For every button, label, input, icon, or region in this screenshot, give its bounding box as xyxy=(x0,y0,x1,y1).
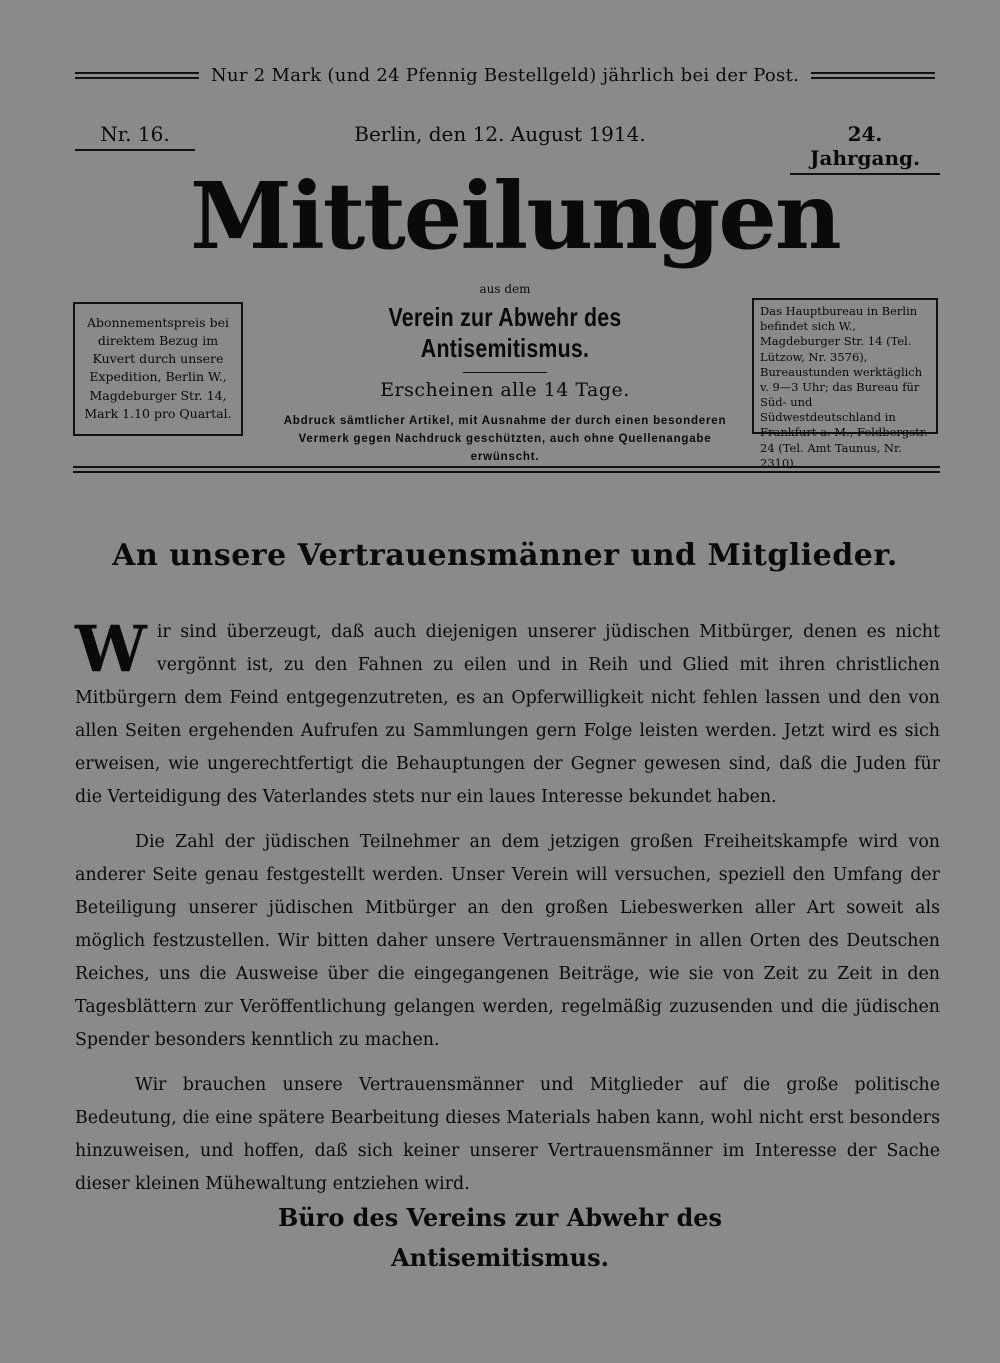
issue-number: Nr. 16. xyxy=(75,122,195,151)
from-line: aus dem xyxy=(479,282,531,296)
article-paragraph-3: Wir brauchen unsere Vertrauensmänner und Mitglieder auf die große politische Bedeutung, die eine spätere Bearbeitung dieses Materials haben kann, wohl nicht erst besonders hinzuweisen, und hoffen, daß sich keiner unserer Vertrauensmänner im Interesse der Sache dieser kleinen Mühewaltung entziehen wird. xyxy=(75,1075,940,1194)
short-divider xyxy=(463,372,547,373)
price-line-rule-right xyxy=(811,72,935,79)
signature-line-2: Antisemitismus. xyxy=(391,1243,609,1272)
frequency-line: Erscheinen alle 14 Tage. xyxy=(380,379,630,401)
publisher-name: Verein zur Abwehr des Antisemitismus. xyxy=(388,302,622,363)
article-headline: An unsere Vertrauensmänner und Mitglieder. xyxy=(112,538,898,573)
article-paragraph-2: Die Zahl der jüdischen Teilnehmer an dem jetzigen großen Freiheitskampfe wird von anderer Seite genau festgestellt werden. Unser Verein will versuchen, speziell den Umfang der Beteiligung unserer jüdischen Mitbürger an den großen Liebeswerken aller Art soweit als möglich festzustellen. Wir bitten daher unsere Vertrauensmänner in allen Orten des Deutschen Reiches, uns die Ausweise über die eingegangenen Beiträge, wie sie von Zeit zu Zeit in den Tagesblättern zur Veröffentlichung gelangen werden, regelmäßig zuzusenden und die jüdischen Spender besonders kenntlich zu machen. xyxy=(75,832,940,1050)
article-body xyxy=(75,612,940,1213)
publisher-block xyxy=(270,282,740,466)
office-text: Das Hauptbureau in Berlin befindet sich W., Magdeburger Str. 14 (Tel. Lützow, Nr. 3576), Bureaustunden werktäglich v. 9—3 Uhr; das Bureau für Süd- und Südwestdeutschland in Frankfurt a. M., Feldbergstr. 24 (Tel. Amt Taunus, Nr. 2310). xyxy=(760,304,928,470)
volume-year: 24. Jahrgang. xyxy=(790,122,940,175)
dropcap: W xyxy=(75,612,147,687)
subscription-box xyxy=(73,302,243,436)
header-divider xyxy=(73,466,940,473)
subscription-text: Abonnementspreis bei direktem Bezug im Kuvert durch unsere Expedition, Berlin W., Magdeburger Str. 14, Mark 1.10 pro Quartal. xyxy=(84,315,232,421)
signature-block xyxy=(200,1198,800,1278)
price-line xyxy=(75,60,935,90)
masthead-title: Mitteilungen xyxy=(190,162,840,270)
paragraph-1-text: ir sind überzeugt, daß auch diejenigen unserer jüdischen Mitbürger, denen es nicht vergönnt ist, zu den Fahnen zu eilen und in Reih und Glied mit ihren christlichen Mitbürgern dem Feind entgegenzutreten, es an Opferwilligkeit nicht fehlen lassen und den von allen Seiten ergehenden Aufrufen zu Sammlungen gern Folge leisten werden. Jetzt wird es sich erweisen, wie ungerechtfertigt die Behauptungen der Gegner gewesen sind, daß die Juden für die Verteidigung des Vaterlandes stets nur ein laues Interesse bekundet haben. xyxy=(75,622,940,807)
office-box xyxy=(752,298,938,470)
price-line-text: Nur 2 Mark (und 24 Pfennig Bestellgeld) jährlich bei der Post. xyxy=(210,64,800,86)
price-line-rule-left xyxy=(75,72,199,79)
date-line: Berlin, den 12. August 1914. xyxy=(354,122,646,146)
article-paragraph-1 xyxy=(75,612,940,814)
reprint-note: Abdruck sämtlicher Artikel, mit Ausnahme der durch einen besonderen Vermerk gegen Nachdruck geschützten, auch ohne Quellenangabe erwünscht. xyxy=(283,415,727,463)
signature-line-1: Büro des Vereins zur Abwehr des xyxy=(277,1203,723,1232)
